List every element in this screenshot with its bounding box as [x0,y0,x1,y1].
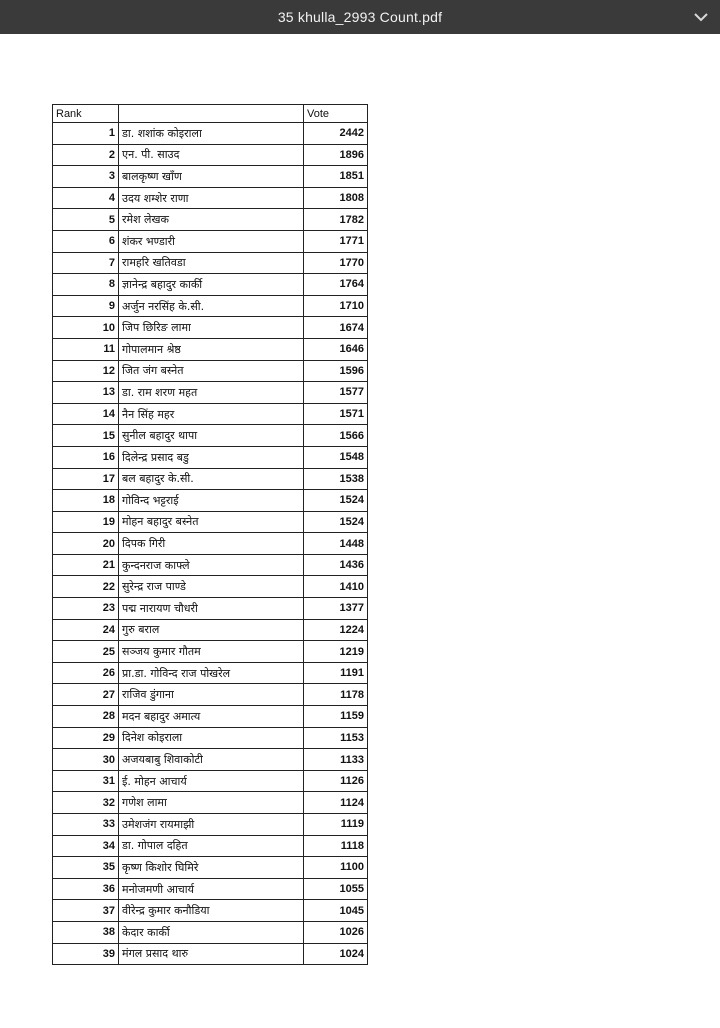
candidate-name-cell: सुनील बहादुर थापा [119,425,304,447]
table-row [53,274,368,296]
vote-count-cell: 1577 [304,382,368,404]
table-row [53,662,368,684]
table-row [53,166,368,188]
vote-count-cell: 1159 [304,706,368,728]
vote-count-cell: 1191 [304,662,368,684]
rank-cell: 10 [53,317,119,339]
rank-cell: 34 [53,835,119,857]
vote-count-cell: 1133 [304,749,368,771]
candidate-name-cell: मदन बहादुर अमात्य [119,706,304,728]
document-title: 35 khulla_2993 Count.pdf [277,9,443,25]
table-row [53,684,368,706]
candidate-name-cell: दिलेन्द्र प्रसाद बडु [119,446,304,468]
rank-cell: 26 [53,662,119,684]
vote-count-cell: 1710 [304,295,368,317]
candidate-name-cell: गोविन्द भट्टराई [119,490,304,512]
rank-cell: 3 [53,166,119,188]
table-row [53,749,368,771]
candidate-name-cell: मनोजमणी आचार्य [119,878,304,900]
rank-cell: 4 [53,187,119,209]
table-row [53,900,368,922]
vote-count-cell: 1124 [304,792,368,814]
rank-cell: 2 [53,144,119,166]
vote-count-cell: 1024 [304,943,368,965]
candidate-name-cell: उदय शम्शेर राणा [119,187,304,209]
rank-cell: 5 [53,209,119,231]
vote-count-cell: 1782 [304,209,368,231]
pdf-page [0,34,720,1028]
vote-count-cell: 1224 [304,619,368,641]
candidate-name-cell: डा. शशांक कोइराला [119,123,304,145]
vote-count-cell: 1448 [304,533,368,555]
rank-cell: 19 [53,511,119,533]
rank-cell: 15 [53,425,119,447]
rank-cell: 27 [53,684,119,706]
table-row [53,554,368,576]
vote-count-cell: 1219 [304,641,368,663]
column-header-rank: Rank [53,105,119,123]
vote-count-table [52,104,368,965]
candidate-name-cell: रमेश लेखक [119,209,304,231]
vote-count-cell: 1153 [304,727,368,749]
table-row [53,878,368,900]
table-row [53,641,368,663]
candidate-name-cell: गणेश लामा [119,792,304,814]
candidate-name-cell: ज्ञानेन्द्र बहादुर कार्की [119,274,304,296]
vote-count-cell: 1646 [304,338,368,360]
table-row [53,814,368,836]
rank-cell: 29 [53,727,119,749]
candidate-name-cell: ई. मोहन आचार्य [119,770,304,792]
table-row [53,403,368,425]
candidate-name-cell: दिनेश कोइराला [119,727,304,749]
vote-count-cell: 1119 [304,814,368,836]
vote-count-cell: 1118 [304,835,368,857]
candidate-name-cell: अजयबाबु शिवाकोटी [119,749,304,771]
table-row [53,382,368,404]
candidate-name-cell: रामहरि खतिवडा [119,252,304,274]
vote-count-cell: 1524 [304,511,368,533]
candidate-name-cell: डा. राम शरण महत [119,382,304,404]
rank-cell: 6 [53,230,119,252]
rank-cell: 38 [53,921,119,943]
rank-cell: 32 [53,792,119,814]
table-row [53,706,368,728]
rank-cell: 37 [53,900,119,922]
table-row [53,598,368,620]
candidate-name-cell: डा. गोपाल दहित [119,835,304,857]
table-row [53,490,368,512]
table-row [53,619,368,641]
rank-cell: 25 [53,641,119,663]
table-row [53,770,368,792]
candidate-name-cell: राजिव डुंगाना [119,684,304,706]
table-body [53,123,368,965]
rank-cell: 11 [53,338,119,360]
table-row [53,727,368,749]
vote-count-cell: 1100 [304,857,368,879]
rank-cell: 23 [53,598,119,620]
candidate-name-cell: कुन्दनराज काफ्ले [119,554,304,576]
candidate-name-cell: नैन सिंह महर [119,403,304,425]
table-row [53,943,368,965]
vote-count-cell: 1436 [304,554,368,576]
vote-count-cell: 1548 [304,446,368,468]
table-row [53,425,368,447]
rank-cell: 1 [53,123,119,145]
rank-cell: 14 [53,403,119,425]
candidate-name-cell: जित जंग बस्नेत [119,360,304,382]
candidate-name-cell: बालकृष्ण खाँण [119,166,304,188]
candidate-name-cell: केदार कार्की [119,921,304,943]
rank-cell: 28 [53,706,119,728]
table-row [53,123,368,145]
table-header-row [53,105,368,123]
vote-count-cell: 1126 [304,770,368,792]
candidate-name-cell: गोपालमान श्रेष्ठ [119,338,304,360]
rank-cell: 13 [53,382,119,404]
table-row [53,468,368,490]
vote-count-cell: 1055 [304,878,368,900]
vote-count-cell: 1538 [304,468,368,490]
rank-cell: 12 [53,360,119,382]
rank-cell: 7 [53,252,119,274]
table-row [53,252,368,274]
candidate-name-cell: दिपक गिरी [119,533,304,555]
vote-count-cell: 1410 [304,576,368,598]
rank-cell: 9 [53,295,119,317]
column-header-name [119,105,304,123]
vote-count-cell: 1596 [304,360,368,382]
candidate-name-cell: जिप छिरिङ लामा [119,317,304,339]
rank-cell: 20 [53,533,119,555]
rank-cell: 16 [53,446,119,468]
vote-count-cell: 1045 [304,900,368,922]
candidate-name-cell: मंगल प्रसाद थारु [119,943,304,965]
table-row [53,209,368,231]
vote-count-cell: 1524 [304,490,368,512]
vote-count-cell: 1808 [304,187,368,209]
table-row [53,511,368,533]
candidate-name-cell: कृष्ण किशोर घिमिरे [119,857,304,879]
candidate-name-cell: गुरु बराल [119,619,304,641]
table-row [53,317,368,339]
vote-count-cell: 1377 [304,598,368,620]
vote-count-cell: 1566 [304,425,368,447]
vote-count-cell: 2442 [304,123,368,145]
candidate-name-cell: प्रा.डा. गोविन्द राज पोखरेल [119,662,304,684]
candidate-name-cell: एन. पी. साउद [119,144,304,166]
table-row [53,144,368,166]
vote-count-cell: 1771 [304,230,368,252]
rank-cell: 39 [53,943,119,965]
candidate-name-cell: सुरेन्द्र राज पाण्डे [119,576,304,598]
rank-cell: 31 [53,770,119,792]
rank-cell: 18 [53,490,119,512]
rank-cell: 33 [53,814,119,836]
table-row [53,295,368,317]
vote-count-cell: 1674 [304,317,368,339]
rank-cell: 17 [53,468,119,490]
table-row [53,187,368,209]
table-row [53,835,368,857]
table-row [53,230,368,252]
vote-count-cell: 1764 [304,274,368,296]
table-row [53,792,368,814]
rank-cell: 8 [53,274,119,296]
candidate-name-cell: उमेशजंग रायमाझी [119,814,304,836]
vote-count-cell: 1026 [304,921,368,943]
candidate-name-cell: पद्म नारायण चौधरी [119,598,304,620]
vote-count-cell: 1851 [304,166,368,188]
chevron-down-icon[interactable] [692,8,710,26]
rank-cell: 30 [53,749,119,771]
candidate-name-cell: अर्जुन नरसिंह के.सी. [119,295,304,317]
column-header-vote: Vote [304,105,368,123]
rank-cell: 36 [53,878,119,900]
rank-cell: 22 [53,576,119,598]
vote-count-cell: 1896 [304,144,368,166]
rank-cell: 24 [53,619,119,641]
table-row [53,533,368,555]
candidate-name-cell: सञ्जय कुमार गौतम [119,641,304,663]
vote-count-cell: 1770 [304,252,368,274]
table-row [53,360,368,382]
table-row [53,921,368,943]
viewer-toolbar [0,0,720,34]
rank-cell: 35 [53,857,119,879]
table-row [53,576,368,598]
table-row [53,446,368,468]
candidate-name-cell: वीरेन्द्र कुमार कनौडिया [119,900,304,922]
rank-cell: 21 [53,554,119,576]
vote-count-cell: 1178 [304,684,368,706]
candidate-name-cell: मोहन बहादुर बस्नेत [119,511,304,533]
candidate-name-cell: शंकर भण्डारी [119,230,304,252]
table-row [53,857,368,879]
table-row [53,338,368,360]
vote-count-cell: 1571 [304,403,368,425]
candidate-name-cell: बल बहादुर के.सी. [119,468,304,490]
